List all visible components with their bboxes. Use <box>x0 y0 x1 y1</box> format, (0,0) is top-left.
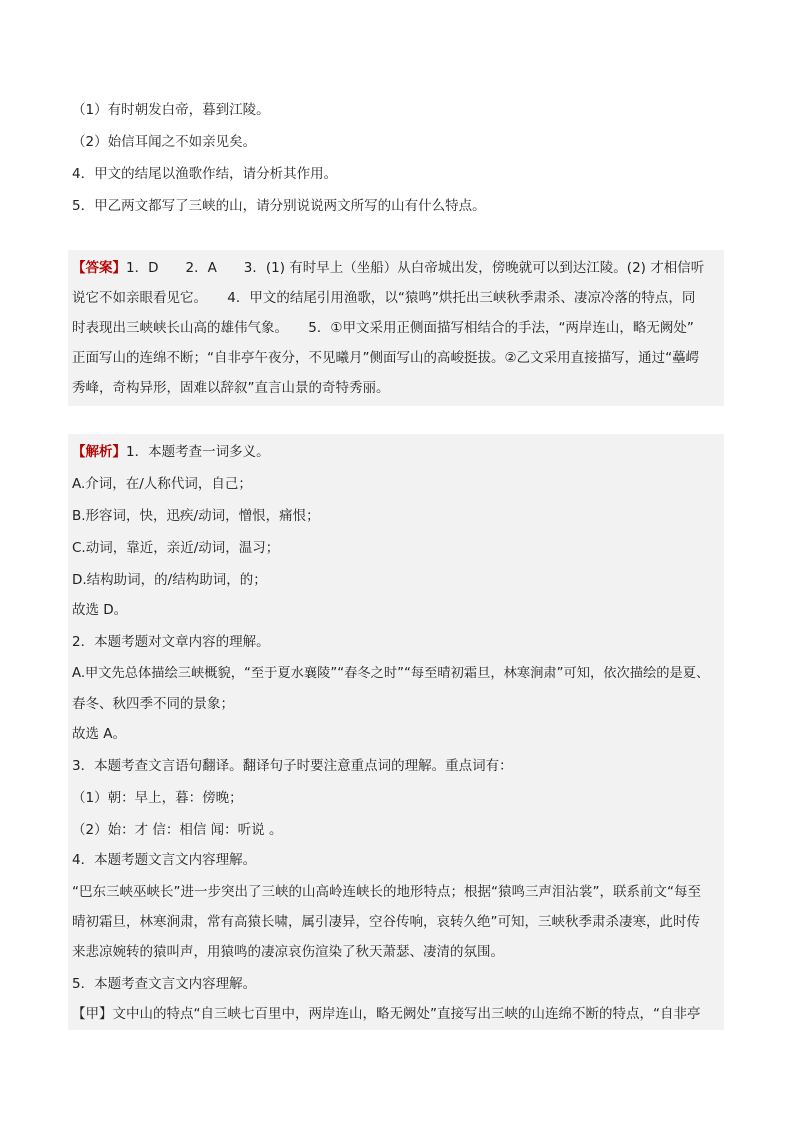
answer-line-2: 说它不如亲眼看见它。 4．甲文的结尾引用渔歌，以“猿鸣”烘托出三峡秋季肃杀、凄凉冷落的特点，同 <box>72 290 696 306</box>
analysis-line: 【甲】文中山的特点“自三峡七百里中，两岸连山，略无阙处”直接写出三峡的山连绵不断的特点，“自非亭 <box>72 1006 701 1022</box>
question-4: 4．甲文的结尾以渔歌作结，请分析其作用。 <box>72 166 338 182</box>
question-5: 5．甲乙两文都写了三峡的山，请分别说说两文所写的山有什么特点。 <box>72 198 486 214</box>
analysis-line: （1）朝：早上，暮：傍晚； <box>72 790 243 806</box>
answer-line-4: 正面写山的连绵不断；“自非亭午夜分，不见曦月”侧面写山的高峻挺拔。②乙文采用直接描写，通过“蘲崿 <box>72 350 700 366</box>
analysis-line: B.形容词，快，迅疾/动词，憎恨，痛恨； <box>72 508 320 524</box>
analysis-line-1: 【解析】1．本题考查一词多义。 <box>72 444 270 460</box>
analysis-line: A.介词，在/人称代词，自己； <box>72 476 252 492</box>
analysis-panel <box>68 434 724 1030</box>
analysis-line: D.结构助词，的/结构助词，的； <box>72 572 267 588</box>
answer-panel <box>68 250 724 406</box>
analysis-line: 故选 D。 <box>72 602 128 618</box>
answer-tag: 【答案】 <box>72 260 126 276</box>
analysis-line: C.动词，靠近，亲近/动词，温习； <box>72 540 280 556</box>
analysis-line: 5．本题考查文言文内容理解。 <box>72 976 257 992</box>
analysis-line: （2）始：才 信：相信 闻：听说 。 <box>72 822 283 838</box>
analysis-line: A.甲文先总体描绘三峡概貌，“至于夏水襄陵”“春冬之时”“每至晴初霜旦，林寒涧肃”可知，依次描绘的是夏、 <box>72 666 710 681</box>
question-translation-2: （2）始信耳闻之不如亲见矣。 <box>72 134 257 150</box>
answer-line-3: 时表现出三峡峡长山高的雄伟气象。 5．①甲文采用正侧面描写相结合的手法，“两岸连山，略无阙处” <box>72 320 694 336</box>
analysis-line: 春冬、秋四季不同的景象； <box>72 696 234 712</box>
analysis-line: 来悲凉婉转的猿叫声，用猿鸣的凄凉哀伤渲染了秋天萧瑟、凄清的氛围。 <box>72 944 504 960</box>
analysis-tag: 【解析】 <box>72 444 126 460</box>
analysis-line: 4．本题考题文言文内容理解。 <box>72 852 257 868</box>
analysis-line: 晴初霜旦，林寒涧肃，常有高猿长啸，属引凄异，空谷传响，哀转久绝”可知，三峡秋季肃杀凄寒，此时传 <box>72 914 700 930</box>
answer-line-5: 秀峰，奇构异形，固难以辞叙”直言山景的奇特秀丽。 <box>72 380 390 396</box>
analysis-line: “巴东三峡巫峡长”进一步突出了三峡的山高岭连峡长的地形特点；根据“猿鸣三声泪沾裳”，联系前文“每至 <box>72 884 701 900</box>
analysis-line: 2．本题考题对文章内容的理解。 <box>72 634 270 650</box>
analysis-line: 故选 A。 <box>72 726 127 742</box>
analysis-line: 3．本题考查文言语句翻译。翻译句子时要注意重点词的理解。重点词有： <box>72 758 513 774</box>
question-translation-1: （1）有时朝发白帝，暮到江陵。 <box>72 102 270 118</box>
answer-line-1: 【答案】1．D 2．A 3．(1) 有时早上（坐船）从白帝城出发，傍晚就可以到达江陵。(2) 才相信听 <box>72 260 705 276</box>
